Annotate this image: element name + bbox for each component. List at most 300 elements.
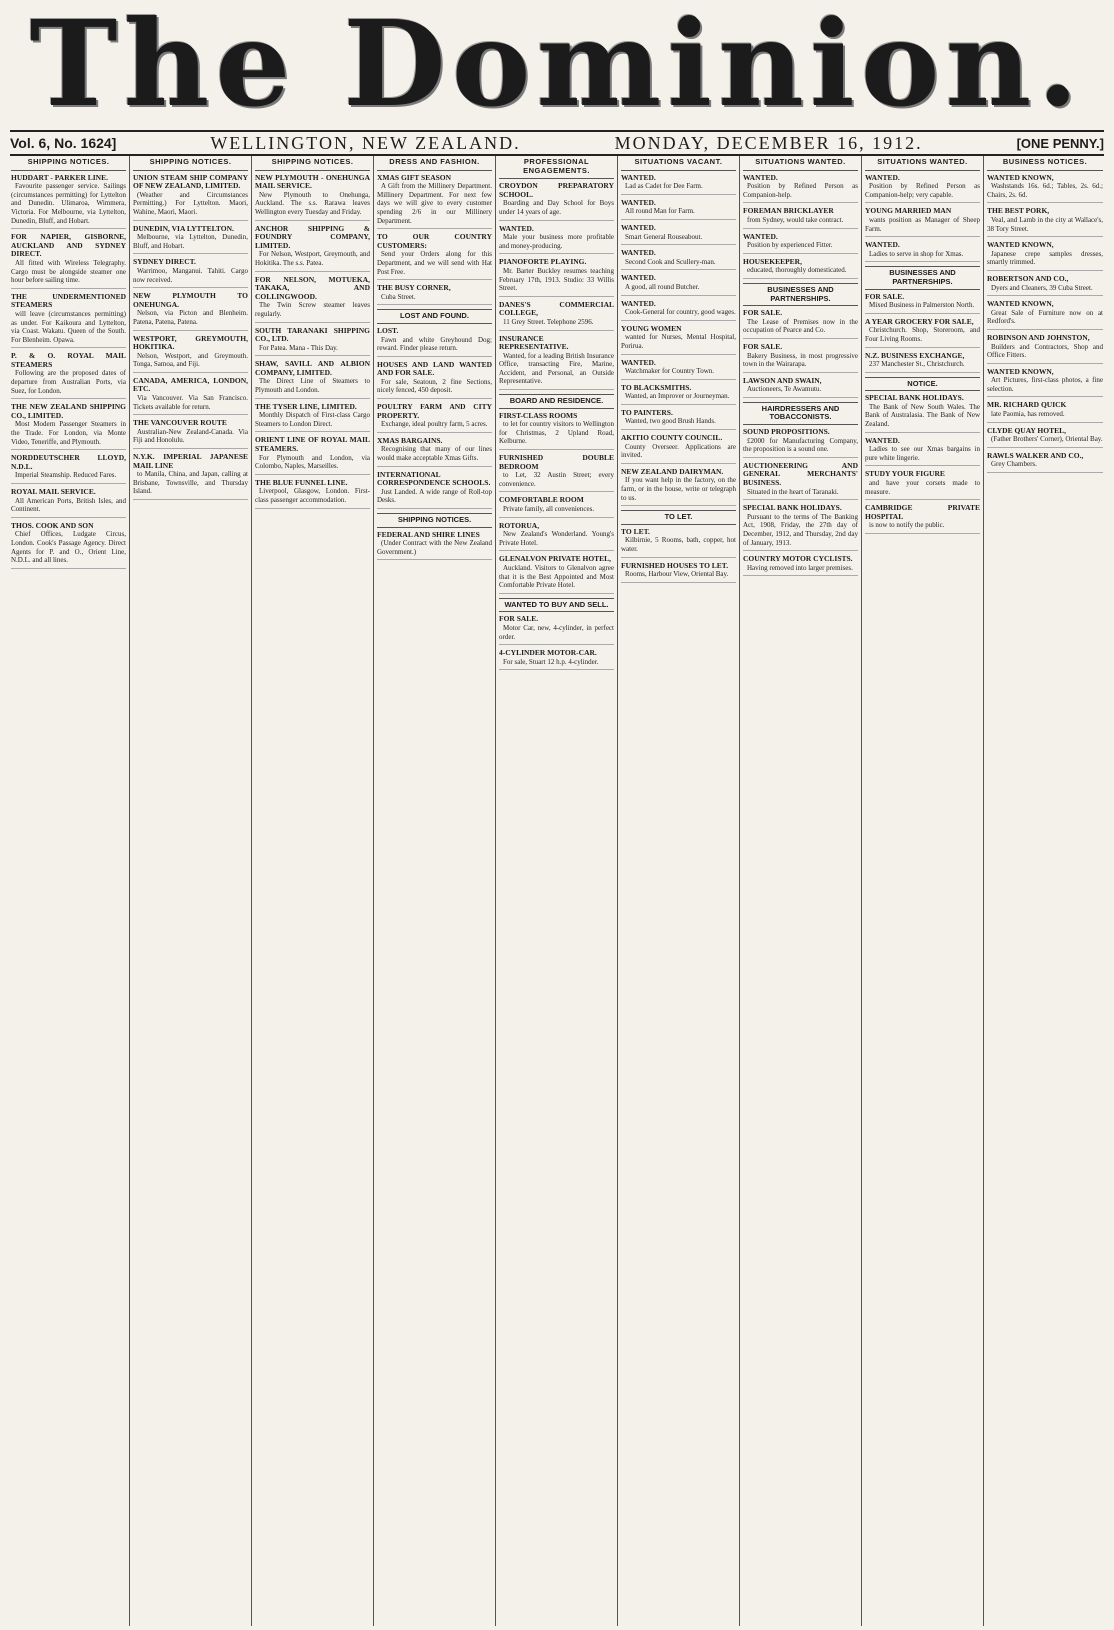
ad-body: The Twin Screw steamer leaves regularly. xyxy=(255,301,370,318)
advertisement xyxy=(865,437,980,467)
ad-body: All American Ports, British Isles, and Continent. xyxy=(11,496,126,514)
ad-body: Situated in the heart of Taranaki. xyxy=(747,487,839,496)
section-heading: TO LET. xyxy=(621,510,736,525)
advertisement xyxy=(499,454,614,492)
ad-title: NORDDEUTSCHER LLOYD, N.D.L. xyxy=(11,453,126,471)
ad-title: THE UNDERMENTIONED STEAMERS xyxy=(11,291,126,310)
advertisement xyxy=(743,233,858,254)
ad-title: 4-CYLINDER MOTOR-CAR. xyxy=(499,648,597,658)
advertisement xyxy=(133,292,248,330)
advertisement xyxy=(743,377,858,398)
ad-body: Lad as Cadet for Dee Farm. xyxy=(625,182,703,191)
masthead xyxy=(0,0,1114,133)
ad-title: THE BEST PORK, xyxy=(987,206,1050,216)
ad-title: GLENALVON PRIVATE HOTEL, xyxy=(499,554,612,564)
ad-body: Position by Refined Person as Companion-help; very capable. xyxy=(865,182,980,199)
ad-body: to let for country visitors to Wellington for Christmas, 2 Upland Road, Kelburne. xyxy=(499,420,614,446)
advertisement xyxy=(11,522,126,569)
ad-title: THE BLUE FUNNEL LINE. xyxy=(255,477,348,487)
advertisement xyxy=(621,224,736,245)
ad-title: WANTED. xyxy=(621,248,656,258)
advertisement xyxy=(11,454,126,484)
advertisement xyxy=(743,207,858,228)
ad-title: FEDERAL AND SHIRE LINES xyxy=(377,529,480,539)
ad-body: Fawn and white Greyhound Dog; reward. Finder please return. xyxy=(377,335,492,353)
column-4 xyxy=(374,156,496,1626)
ad-title: CAMBRIDGE PRIVATE HOSPITAL xyxy=(865,503,980,521)
advertisement xyxy=(133,419,248,449)
advertisement xyxy=(987,300,1103,330)
advertisement xyxy=(987,452,1103,473)
advertisement xyxy=(621,409,736,430)
ad-title: POULTRY FARM AND CITY PROPERTY. xyxy=(377,402,492,420)
volume-number: Vol. 6, No. 1624] xyxy=(10,135,117,151)
ad-body: Motor Car, new, 4-cylinder, in perfect order. xyxy=(499,623,614,641)
advertisement xyxy=(621,384,736,405)
ad-body: For Plymouth and London, via Colombo, Naples, Marseilles. xyxy=(255,453,370,471)
ad-title: SPECIAL BANK HOLIDAYS. xyxy=(865,393,964,403)
ad-body: Exchange, ideal poultry farm, 5 acres. xyxy=(381,420,488,429)
advertisement xyxy=(11,403,126,450)
column-heading: SHIPPING NOTICES. xyxy=(133,156,248,171)
ad-title: FOR SALE. xyxy=(743,308,783,318)
column-1 xyxy=(8,156,130,1626)
ad-body: Recognising that many of our lines would make acceptable Xmas Gifts. xyxy=(377,445,492,463)
ad-title: N.Z. BUSINESS EXCHANGE, xyxy=(865,350,965,360)
advertisement xyxy=(621,300,736,321)
column-heading: SITUATIONS VACANT. xyxy=(621,156,736,171)
ad-body: Second Cook and Scullery-man. xyxy=(625,257,716,266)
ad-title: PIANOFORTE PLAYING. xyxy=(499,257,587,267)
ad-body: Pursuant to the terms of The Banking Act, 1908, Friday, the 27th day of December, 1912, and Thursday, 2nd day of January, 1913. xyxy=(743,512,858,547)
advertisement xyxy=(987,275,1103,296)
price-label: [ONE PENNY.] xyxy=(1016,135,1104,151)
ad-body: is now to notify the public. xyxy=(869,521,945,530)
advertisement xyxy=(499,301,614,331)
ad-title: AKITIO COUNTY COUNCIL. xyxy=(621,433,723,443)
ad-body: 237 Manchester St., Christchurch. xyxy=(869,360,965,369)
advertisement xyxy=(865,207,980,237)
ad-title: COMFORTABLE ROOM xyxy=(499,495,584,505)
advertisement xyxy=(377,437,492,467)
ad-title: WANTED KNOWN, xyxy=(987,240,1054,250)
ad-body: Melbourne, via Lyttelton, Dunedin, Bluff, and Hobart. xyxy=(133,233,248,250)
ad-title: CLYDE QUAY HOTEL, xyxy=(987,425,1066,435)
ad-title: STUDY YOUR FIGURE xyxy=(865,469,945,479)
advertisement xyxy=(377,327,492,357)
column-heading: SHIPPING NOTICES. xyxy=(11,156,126,171)
advertisement xyxy=(255,360,370,398)
ad-title: THE NEW ZEALAND SHIPPING CO., LIMITED. xyxy=(11,402,126,420)
advertisement xyxy=(499,335,614,391)
ad-title: TO BLACKSMITHS. xyxy=(621,382,692,392)
advertisement xyxy=(133,225,248,255)
ad-body: For sale, Seatoun, 2 fine Sections, nicely fenced, 450 deposit. xyxy=(377,377,492,395)
ad-body: Having removed into larger premises. xyxy=(747,563,853,572)
advertisement xyxy=(621,325,736,355)
advertisement xyxy=(621,528,736,558)
advertisement xyxy=(133,258,248,288)
column-2 xyxy=(130,156,252,1626)
advertisement xyxy=(987,207,1103,237)
advertisement xyxy=(377,403,492,433)
ad-title: HOUSEKEEPER, xyxy=(743,256,802,266)
ad-title: XMAS GIFT SEASON xyxy=(377,172,452,182)
column-heading: PROFESSIONAL ENGAGEMENTS. xyxy=(499,156,614,179)
ad-title: ANCHOR SHIPPING & FOUNDRY COMPANY, LIMITED. xyxy=(255,223,370,250)
ad-body: Cuba Street. xyxy=(381,292,416,301)
ad-title: FOR NELSON, MOTUEKA, TAKAKA, AND COLLINGWOOD. xyxy=(255,274,370,301)
column-heading: SITUATIONS WANTED. xyxy=(743,156,858,171)
advertisement xyxy=(499,649,614,670)
advertisement xyxy=(743,309,858,339)
ad-title: WANTED. xyxy=(621,273,656,283)
ad-body: Smart General Rouseabout. xyxy=(625,232,703,241)
ad-body: Private family, all conveniences. xyxy=(503,505,595,513)
ad-title: ROTORUA, xyxy=(499,520,540,530)
advertisement xyxy=(743,428,858,458)
section-heading: BUSINESSES AND PARTNERSHIPS. xyxy=(865,266,980,289)
advertisement xyxy=(11,293,126,349)
column-heading: DRESS AND FASHION. xyxy=(377,156,492,171)
ad-title: FOR SALE. xyxy=(743,341,783,351)
advertisement xyxy=(255,225,370,272)
advertisement xyxy=(865,394,980,432)
advertisement xyxy=(377,233,492,280)
column-heading: SHIPPING NOTICES. xyxy=(255,156,370,171)
section-heading: HAIRDRESSERS AND TOBACCONISTS. xyxy=(743,402,858,425)
ad-body: Auctioneers, Te Awamutu. xyxy=(747,385,822,394)
ad-title: TO OUR COUNTRY CUSTOMERS: xyxy=(377,232,492,250)
advertisement xyxy=(865,318,980,348)
column-5 xyxy=(496,156,618,1626)
ad-body: wants position as Manager of Sheep Farm. xyxy=(865,215,980,233)
advertisement xyxy=(987,334,1103,364)
ad-body: The Bank of New South Wales. The Bank of Australasia. The Bank of New Zealand. xyxy=(865,402,980,429)
ad-body: 11 Grey Street. Telephone 2596. xyxy=(503,317,594,326)
ad-body: (Under Contract with the New Zealand Government.) xyxy=(377,539,492,556)
advertisement xyxy=(11,233,126,289)
ad-title: FOR SALE. xyxy=(499,614,539,624)
ad-body: Most Modern Passenger Steamers in the Trade. For London, via Monte Video, Teneriffe, and Plymouth. xyxy=(11,420,126,446)
ad-body: Position by Refined Person as Companion-help. xyxy=(743,182,858,199)
ad-title: ORIENT LINE OF ROYAL MAIL STEAMERS. xyxy=(255,435,370,454)
ad-body: County Overseer. Applications are invited. xyxy=(621,442,736,460)
ad-body: Mixed Business in Palmerston North. xyxy=(869,301,975,310)
ad-body: For Nelson, Westport, Greymouth, and Hokitika. The s.s. Patea. xyxy=(255,250,370,267)
ad-body: The Lease of Premises now in the occupation of Pearce and Co. xyxy=(743,317,858,335)
advertisement xyxy=(865,174,980,204)
ad-body: Ladies to serve in shop for Xmas. xyxy=(869,249,964,258)
advertisement xyxy=(499,182,614,220)
advertisement xyxy=(743,258,858,279)
ad-body: All fitted with Wireless Telegraphy. Cargo must be alongside steamer one hour before sailing time. xyxy=(11,258,126,285)
ad-body: Christchurch. Shop, Storeroom, and Four Living Rooms. xyxy=(865,326,980,343)
advertisement xyxy=(987,368,1103,398)
ad-body: Just Landed. A wide range of Roll-top Desks. xyxy=(377,487,492,505)
ad-title: NEW ZEALAND DAIRYMAN. xyxy=(621,466,724,476)
ad-body: For sale, Stuart 12 h.p. 4-cylinder. xyxy=(503,657,599,666)
advertisement xyxy=(499,496,614,517)
ad-title: WANTED KNOWN, xyxy=(987,366,1054,376)
column-3 xyxy=(252,156,374,1626)
ad-body: A good, all round Butcher. xyxy=(625,282,700,291)
ad-title: CANADA, AMERICA, LONDON, ETC. xyxy=(133,375,248,394)
section-heading: NOTICE. xyxy=(865,377,980,392)
column-heading: BUSINESS NOTICES. xyxy=(987,156,1103,171)
ad-title: YOUNG MARRIED MAN xyxy=(865,206,952,216)
ad-title: WANTED. xyxy=(865,172,900,182)
advertisement xyxy=(621,249,736,270)
column-8 xyxy=(862,156,984,1626)
advertisement xyxy=(987,427,1103,448)
ad-title: COUNTRY MOTOR CYCLISTS. xyxy=(743,554,853,564)
ad-title: CROYDON PREPARATORY SCHOOL. xyxy=(499,181,614,199)
column-6 xyxy=(618,156,740,1626)
ad-title: FOR NAPIER, GISBORNE, AUCKLAND AND SYDNEY DIRECT. xyxy=(11,232,126,259)
ad-title: WANTED. xyxy=(621,357,656,367)
ad-title: DUNEDIN, VIA LYTTELTON. xyxy=(133,223,234,233)
advertisement xyxy=(621,174,736,195)
ad-title: A YEAR GROCERY FOR SALE, xyxy=(865,316,974,326)
ad-body: Imperial Steamship. Reduced Fares. xyxy=(15,471,117,480)
ad-title: DANES'S COMMERCIAL COLLEGE, xyxy=(499,299,614,318)
ad-body: £2000 for Manufacturing Company, the proposition is a sound one. xyxy=(743,436,858,454)
ad-body: Washstands 16s. 6d.; Tables, 2s. 6d.; Chairs, 2s. 6d. xyxy=(987,182,1103,199)
section-heading: SHIPPING NOTICES. xyxy=(377,513,492,528)
ad-body: Japanese crepe samples dresses, smartly trimmed. xyxy=(987,249,1103,267)
issue-date: MONDAY, DECEMBER 16, 1912. xyxy=(614,132,923,153)
advertisement xyxy=(987,401,1103,422)
ad-body: The Direct Line of Steamers to Plymouth and London. xyxy=(255,377,370,395)
ad-body: All round Man for Farm. xyxy=(625,207,695,216)
ad-body: Position by experienced Fitter. xyxy=(747,241,833,250)
ad-body: Nelson, Westport, and Greymouth. Tonga, Samoa, and Fiji. xyxy=(133,351,248,369)
ad-body: Male your business more profitable and money-producing. xyxy=(499,233,614,250)
advertisement xyxy=(133,174,248,221)
advertisement xyxy=(377,284,492,305)
ad-body: wanted for Nurses, Mental Hospital, Porirua. xyxy=(621,333,736,350)
ad-title: P. & O. ROYAL MAIL STEAMERS xyxy=(11,351,126,369)
ad-body: A Gift from the Millinery Department. Millinery Department. For next few days we will give to every customer spending 2/6 in our Millinery Department. xyxy=(377,182,492,225)
advertisement xyxy=(255,403,370,433)
ad-body: to Let, 32 Austin Street; every convenience. xyxy=(499,471,614,488)
ad-title: ROYAL MAIL SERVICE. xyxy=(11,487,96,496)
dateline xyxy=(10,130,1104,156)
ad-title: ROBINSON AND JOHNSTON, xyxy=(987,332,1090,342)
ad-body: Favourite passenger service. Sailings (circumstances permitting) for Lyttelton and Dunedin. Ulimaroa, Wimmera, Victoria. For Melbourne, via Lyttelton, Dunedin, Bluff, and Hobart. xyxy=(11,182,126,225)
ad-body: Chief Offices, Ludgate Circus, London. Cook's Passage Agency. Direct Agents for P. and O., Orient Line, N.D.L. and all lines. xyxy=(11,530,126,565)
ad-body: Builders and Contractors, Shop and Office Fitters. xyxy=(987,342,1103,360)
ad-body: Veal, and Lamb in the city at Wallace's, 38 Tory Street. xyxy=(987,215,1103,233)
ad-body: Warrimoo, Manganui. Tahiti. Cargo now received. xyxy=(133,266,248,284)
ad-title: NEW PLYMOUTH TO ONEHUNGA. xyxy=(133,291,248,309)
ad-title: TO PAINTERS. xyxy=(621,407,673,417)
ad-title: NEW PLYMOUTH - ONEHUNGA MAIL SERVICE. xyxy=(255,172,370,191)
ad-body: Dyers and Cleaners, 39 Cuba Street. xyxy=(991,283,1093,292)
ad-body: Australian-New Zealand-Canada. Via Fiji and Honolulu. xyxy=(133,427,248,445)
ad-title: WANTED. xyxy=(621,222,656,232)
ad-body: (Weather and Circumstances Permitting.) For Lyttelton. Maori, Wahine, Maori, Maori. xyxy=(133,190,248,216)
ad-title: SOUND PROPOSITIONS. xyxy=(743,427,830,437)
ad-title: THE TYSER LINE, LIMITED. xyxy=(255,401,357,411)
advertisement xyxy=(743,504,858,551)
ad-body: Grey Chambers. xyxy=(991,460,1037,469)
advertisement xyxy=(11,488,126,518)
advertisement xyxy=(377,531,492,561)
advertisement xyxy=(621,434,736,464)
ad-body: Wanted, two good Brush Hands. xyxy=(625,417,716,426)
advertisement xyxy=(255,327,370,357)
ad-title: UNION STEAM SHIP COMPANY OF NEW ZEALAND, LIMITED. xyxy=(133,172,248,191)
ad-title: MR. RICHARD QUICK xyxy=(987,400,1067,410)
ad-title: LAWSON AND SWAIN, xyxy=(743,375,822,385)
advertisement xyxy=(499,225,614,255)
advertisement xyxy=(621,468,736,506)
advertisement xyxy=(499,555,614,593)
ad-title: WANTED. xyxy=(621,298,656,308)
advertisement xyxy=(865,241,980,262)
section-heading: BOARD AND RESIDENCE. xyxy=(499,394,614,409)
advertisement xyxy=(11,352,126,399)
ad-body: will leave (circumstances permitting) as under. For Kaikoura and Lyttelton, via Coast. Wakatu. Queen of the South. For Blenheim. Opawa. xyxy=(11,309,126,344)
advertisement xyxy=(865,293,980,314)
ad-body: Art Pictures, first-class photos, a fine selection. xyxy=(987,376,1103,393)
ad-title: SOUTH TARANAKI SHIPPING CO., LTD. xyxy=(255,325,370,344)
column-9 xyxy=(984,156,1106,1626)
ad-body: Great Sale of Furniture now on at Redford's. xyxy=(987,308,1103,326)
advertisement xyxy=(255,436,370,474)
advertisement xyxy=(621,274,736,295)
advertisement xyxy=(865,504,980,534)
ad-body: Cook-General for country, good wages. xyxy=(625,308,736,317)
ad-title: INTERNATIONAL CORRESPONDENCE SCHOOLS. xyxy=(377,469,491,488)
ad-title: YOUNG WOMEN xyxy=(621,323,682,333)
ad-title: XMAS BARGAINS. xyxy=(377,435,443,445)
newspaper-title: The Dominion. xyxy=(29,0,1085,133)
advertisement xyxy=(743,174,858,204)
city-line: WELLINGTON, NEW ZEALAND. xyxy=(210,132,521,153)
ad-title: WANTED. xyxy=(865,240,900,250)
ad-body: Rooms, Harbour View, Oriental Bay. xyxy=(625,570,729,579)
ad-title: THE BUSY CORNER, xyxy=(377,283,451,293)
ad-title: FURNISHED DOUBLE BEDROOM xyxy=(499,453,614,471)
ad-title: SHAW, SAVILL AND ALBION COMPANY, LIMITED. xyxy=(255,359,370,377)
ad-body: Ladies to see our Xmas bargains in pure white lingerie. xyxy=(865,445,980,462)
ad-body: and have your corsets made to measure. xyxy=(865,479,980,496)
ad-title: FIRST-CLASS ROOMS xyxy=(499,410,578,420)
advertisement xyxy=(743,462,858,500)
ad-title: WANTED KNOWN, xyxy=(987,299,1054,309)
ad-body: Watchmaker for Country Town. xyxy=(625,367,715,376)
ad-title: HOUSES AND LAND WANTED AND FOR SALE. xyxy=(377,359,492,378)
section-heading: WANTED TO BUY AND SELL. xyxy=(499,598,614,613)
advertisement xyxy=(621,199,736,220)
ad-title: FOR SALE. xyxy=(865,291,905,301)
advertisement xyxy=(255,276,370,323)
ad-body: from Sydney, would take contract. xyxy=(747,215,844,224)
ad-title: RAWLS WALKER AND CO., xyxy=(987,450,1084,460)
ad-title: TO LET. xyxy=(621,526,650,536)
ad-title: SPECIAL BANK HOLIDAYS. xyxy=(743,503,842,513)
ad-body: Mr. Barter Buckley resumes teaching February 17th, 1913. Studio: 33 Willis Street. xyxy=(499,266,614,293)
ad-title: WANTED. xyxy=(743,172,778,182)
advertisement xyxy=(499,522,614,552)
advertisement xyxy=(865,352,980,373)
ad-body: Nelson, via Picton and Blenheim. Patena, Patena, Patena. xyxy=(133,309,248,326)
advertisement xyxy=(865,470,980,500)
section-heading: LOST AND FOUND. xyxy=(377,309,492,324)
ad-body: (Father Brothers' Corner), Oriental Bay. xyxy=(991,435,1103,444)
ad-body: educated, thoroughly domesticated. xyxy=(747,266,847,275)
ad-body: late Paomia, has removed. xyxy=(991,410,1065,419)
ad-title: WANTED. xyxy=(743,231,778,241)
ad-title: WANTED. xyxy=(865,435,900,445)
ad-body: For Patea. Mana - This Day. xyxy=(259,343,338,352)
advertisement xyxy=(11,174,126,230)
ad-title: WESTPORT, GREYMOUTH, HOKITIKA. xyxy=(133,333,248,352)
advertisement xyxy=(499,258,614,296)
ad-title: N.Y.K. IMPERIAL JAPANESE MAIL LINE xyxy=(133,452,248,470)
ad-title: WANTED. xyxy=(621,172,656,182)
ad-body: Wanted, for a leading British Insurance Office, transacting Fire, Marine, Accident, and Personal, an Outside Representative. xyxy=(499,351,614,386)
section-heading: BUSINESSES AND PARTNERSHIPS. xyxy=(743,283,858,306)
advertisement xyxy=(377,471,492,509)
ad-title: THOS. COOK AND SON xyxy=(11,520,94,530)
advertisement xyxy=(743,343,858,373)
ad-body: Boarding and Day School for Boys under 14 years of age. xyxy=(499,199,614,216)
advertisement xyxy=(621,562,736,583)
ad-body: Via Vancouver. Via San Francisco. Tickets available for return. xyxy=(133,394,248,411)
advertisement xyxy=(621,359,736,380)
ad-title: FOREMAN BRICKLAYER xyxy=(743,206,834,216)
advertisement xyxy=(987,174,1103,204)
ad-title: AUCTIONEERING AND GENERAL MERCHANTS' BUSINESS. xyxy=(743,460,858,488)
ad-body: Following are the proposed dates of departure from Australian Ports, via Suez, for London. xyxy=(11,369,126,395)
advertisement xyxy=(987,241,1103,271)
ad-title: WANTED. xyxy=(499,223,534,233)
ad-title: ROBERTSON AND CO., xyxy=(987,273,1069,283)
advertisement xyxy=(133,453,248,500)
ad-title: WANTED KNOWN, xyxy=(987,172,1054,182)
advertisement xyxy=(377,361,492,399)
ad-body: Send your Orders along for this Department, and we will send with Hat Post Free. xyxy=(377,250,492,276)
ad-title: WANTED. xyxy=(621,197,656,207)
ad-title: SYDNEY DIRECT. xyxy=(133,257,196,267)
advertisement xyxy=(377,174,492,230)
ad-body: to Manila, China, and Japan, calling at Brisbane, Townsville, and Thursday Island. xyxy=(133,470,248,496)
column-7 xyxy=(740,156,862,1626)
ad-title: INSURANCE REPRESENTATIVE. xyxy=(499,333,569,352)
ad-body: Auckland. Visitors to Glenalvon agree that it is the Best Appointed and Most Comfortable Private Hotel. xyxy=(499,563,614,590)
column-heading: SITUATIONS WANTED. xyxy=(865,156,980,171)
advertisement xyxy=(255,174,370,221)
ad-body: Bakery Business, in most progressive town in the Wairarapa. xyxy=(743,351,858,369)
advertisement xyxy=(499,615,614,645)
advertisement xyxy=(255,479,370,509)
advertisement xyxy=(743,555,858,576)
columns-area xyxy=(8,156,1106,1626)
ad-body: Wanted, an Improver or Journeyman. xyxy=(625,392,730,401)
ad-body: Liverpool, Glasgow, London. First-class passenger accommodation. xyxy=(255,487,370,504)
ad-body: New Plymouth to Onehunga, Auckland. The s.s. Rarawa leaves Wellington every Tuesday and Friday. xyxy=(255,190,370,216)
advertisement xyxy=(133,335,248,373)
advertisement xyxy=(133,377,248,415)
ad-title: FURNISHED HOUSES TO LET. xyxy=(621,560,729,570)
ad-body: New Zealand's Wonderland. Young's Private Hotel. xyxy=(499,530,614,547)
ad-title: LOST. xyxy=(377,325,399,335)
advertisement xyxy=(499,412,614,450)
